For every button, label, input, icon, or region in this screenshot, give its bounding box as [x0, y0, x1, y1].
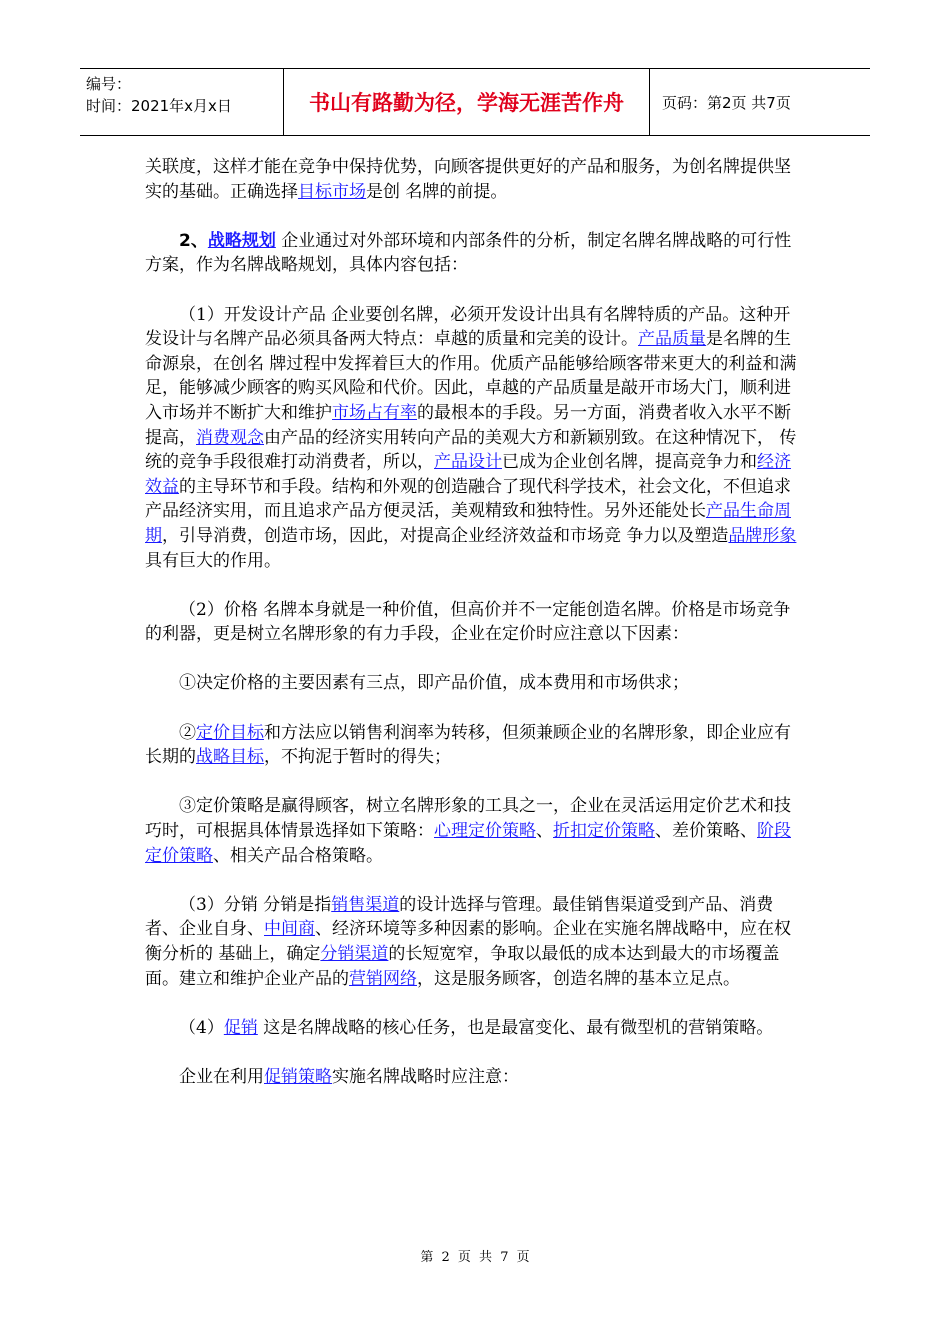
paragraph	[145, 303, 800, 574]
text: ①决定价格的主要因素有三点，即产品价值，成本费用和市场供求；	[179, 673, 689, 694]
link-sales-channel[interactable]: 销售渠道	[331, 894, 400, 915]
text: 这是名牌战略的核心任务，也是最富变化、最有微型机的营销策略。	[257, 1017, 774, 1038]
text: 已成为企业创名牌，提高竞争力和	[502, 452, 757, 473]
page-header	[80, 68, 870, 136]
text: 、差价策略、	[655, 821, 757, 842]
paragraph	[145, 893, 800, 991]
paragraph	[145, 794, 800, 868]
page-footer: 第 2 页 共 7 页	[420, 1250, 530, 1265]
text: ③定价策略是赢得顾客，树立名牌形象的工具之一，企业在灵活运用定价艺术和技巧时，可根据具体情景选择如下策略：	[145, 796, 791, 842]
link-marketing-network[interactable]: 营销网络	[349, 968, 417, 989]
link-promotion[interactable]: 促销	[223, 1017, 258, 1038]
paragraph	[145, 598, 800, 647]
link-market-share[interactable]: 市场占有率	[332, 402, 417, 423]
link-consumption-concept[interactable]: 消费观念	[196, 427, 264, 448]
text: ，不拘泥于暂时的得失；	[264, 747, 451, 768]
paragraph	[145, 155, 800, 204]
link-stage-pricing[interactable]: 阶段定价策略	[145, 821, 791, 866]
link-economic-benefit[interactable]: 经济效益	[145, 452, 791, 497]
text: ②	[179, 722, 196, 743]
text: 实施名牌战略时应注意：	[332, 1066, 519, 1087]
document-number-label: 编号：	[86, 75, 132, 93]
text: 和方法应以销售利润率为转移，但须兼顾企业的名牌形象，即企业应有长期的	[145, 722, 791, 768]
text: 的主导环节和手段。结构和外观的创造融合了现代科学技术，社会文化，不但追求产品经济实用，而且追求产品方便灵活，美观精致和独特性。另外还能处长	[145, 476, 791, 522]
header-motto: 书山有路勤为径，学海无涯苦作舟	[283, 69, 650, 135]
text: 的设计选择与管理。最佳销售渠道受到产品、消费者、企业自身、	[145, 894, 774, 940]
header-page-info: 页码：第2页 共7页	[662, 93, 791, 112]
text: （4）	[179, 1017, 224, 1038]
text: 由产品的经济实用转向产品的美观大方和新颖别致。在这种情况下， 传统的竞争手段很难打动消费者，所以，	[145, 427, 797, 473]
document-time-label: 时间：2021年x月x日	[86, 97, 232, 115]
link-promotion-strategy[interactable]: 促销策略	[264, 1066, 332, 1087]
paragraph	[145, 721, 800, 770]
text: （1）开发设计产品 企业要创名牌，必须开发设计出具有名牌特质的产品。这种开发设计与名牌产品必须具备两大特点：卓越的质量和完美的设计。	[145, 304, 791, 350]
paragraph	[145, 229, 800, 278]
link-target-market[interactable]: 目标市场	[298, 181, 366, 202]
link-middleman[interactable]: 中间商	[264, 919, 315, 940]
text: 企业在利用	[179, 1066, 264, 1087]
link-product-life-cycle[interactable]: 产品生命周期	[145, 501, 791, 546]
link-pricing-objective[interactable]: 定价目标	[196, 722, 264, 743]
link-brand-image[interactable]: 品牌形象	[728, 525, 797, 546]
text: 具有巨大的作用。	[145, 550, 281, 571]
paragraph	[145, 671, 800, 696]
text: ，引导消费，创造市场，因此，对提高企业经济效益和市场竞 争力以及塑造	[162, 525, 729, 546]
paragraph	[145, 1065, 800, 1090]
link-psychological-pricing[interactable]: 心理定价策略	[434, 821, 536, 842]
link-distribution-channel[interactable]: 分销渠道	[320, 944, 389, 964]
text: 企业通过对外部环境和内部条件的分析，制定名牌名牌战略的可行性方案，作为名牌战略规划，具体内容包括：	[145, 230, 792, 276]
text: 、	[536, 821, 553, 842]
header-meta	[80, 69, 283, 135]
text: 是名牌的生命源泉，在创名 牌过程中发挥着巨大的作用。优质产品能够给顾客带来更大的利益和满足，能够减少顾客的购买风险和代价。因此，卓越的产品质量是敲开市场大门，顺利进入市场并不断扩大和维护	[145, 329, 797, 423]
link-discount-pricing[interactable]: 折扣定价策略	[553, 821, 655, 842]
text: 、相关产品合格策略。	[213, 845, 383, 866]
text: 是创 名牌的前提。	[366, 181, 508, 202]
section-number: 2、	[179, 230, 208, 251]
link-strategic-planning[interactable]: 战略规划	[207, 230, 276, 251]
document-body	[145, 155, 800, 1090]
paragraph	[145, 1016, 800, 1041]
text: 关联度，这样才能在竞争中保持优势，向顾客提供更好的产品和服务，为创名牌提供坚实的基础。正确选择	[145, 157, 791, 202]
text: （2）价格 名牌本身就是一种价值，但高价并不一定能创造名牌。价格是市场竞争的利器，更是树立名牌形象的有力手段，企业在定价时应注意以下因素：	[145, 599, 791, 645]
text: 的最根本的手段。另一方面，消费者收入水平不断提高，	[145, 402, 791, 448]
text: 的长短宽窄，争取以最低的成本达到最大的市场覆盖面。建立和维护企业产品的	[145, 944, 780, 989]
text: ，这是服务顾客，创造名牌的基本立足点。	[417, 968, 740, 989]
text: 、经济环境等多种因素的影响。企业在实施名牌战略中，应在权衡分析的 基础上，确定	[145, 919, 791, 964]
link-product-quality[interactable]: 产品质量	[638, 329, 706, 350]
link-strategic-goal[interactable]: 战略目标	[196, 747, 264, 768]
text: （3）分销 分销是指	[179, 894, 332, 915]
link-product-design[interactable]: 产品设计	[434, 452, 502, 473]
